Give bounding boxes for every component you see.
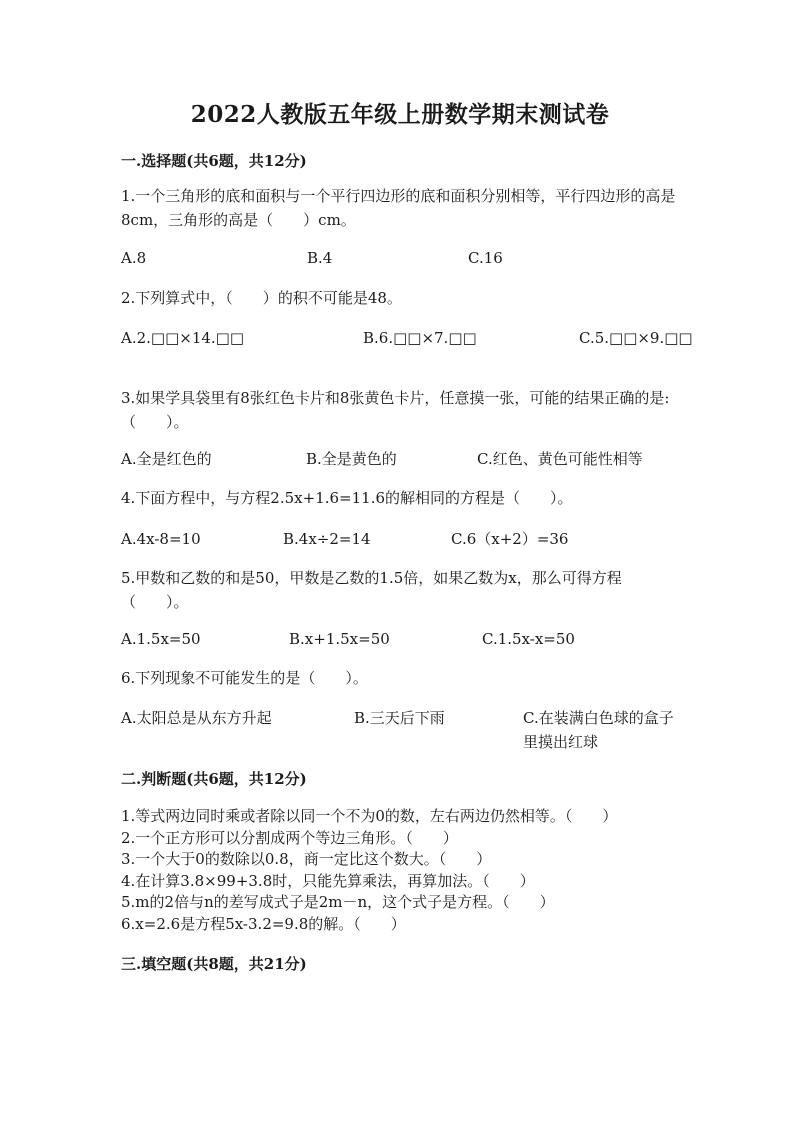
- option-b: B.三天后下雨: [354, 709, 445, 727]
- question-2-options: [121, 326, 693, 374]
- question-5-text: 5.甲数和乙数的和是50，甲数是乙数的1.5倍，如果乙数为x，那么可得方程（ ）。: [121, 569, 622, 611]
- section-heading-judge: 二.判断题(共6题，共12分): [121, 770, 307, 788]
- question-6-text: 6.下列现象不可能发生的是（ ）。: [121, 669, 368, 687]
- option-b: B.全是黄色的: [306, 450, 397, 468]
- option-c: C.1.5x-x=50: [482, 630, 575, 648]
- judge-question: 1.等式两边同时乘或者除以同一个不为0的数，左右两边仍然相等。（ ）: [121, 807, 618, 825]
- question-1-text: 1.一个三角形的底和面积与一个平行四边形的底和面积分别相等，平行四边形的高是8cm，三角形的高是（ ）cm。: [121, 187, 676, 229]
- option-c: C.在装满白色球的盒子里摸出红球: [523, 709, 674, 751]
- option-c: C.5.□□×9.□□: [579, 329, 693, 347]
- option-b: B.6.□□×7.□□: [363, 329, 477, 347]
- option-c: C.6（x+2）=36: [451, 530, 569, 548]
- option-c: C.红色、黄色可能性相等: [477, 450, 643, 468]
- option-a: A.8: [121, 249, 147, 267]
- option-a: A.全是红色的: [121, 450, 212, 468]
- section-heading-fill: 三.填空题(共8题，共21分): [121, 955, 307, 973]
- option-a: A.2.□□×14.□□: [121, 329, 245, 347]
- option-c: C.16: [468, 249, 503, 267]
- option-b: B.x+1.5x=50: [289, 630, 390, 648]
- question-2-text: 2.下列算式中，（ ）的积不可能是48。: [121, 289, 402, 307]
- question-6-options: [121, 706, 681, 754]
- question-3-text: 3.如果学具袋里有8张红色卡片和8张黄色卡片，任意摸一张，可能的结果正确的是:（ ）。: [121, 389, 670, 431]
- judge-question: 5.m的2倍与n的差写成式子是2m－n，这个式子是方程。（ ）: [121, 893, 555, 911]
- page-title: 2022人教版五年级上册数学期末测试卷: [190, 101, 610, 128]
- judge-question-list: [121, 806, 681, 935]
- option-a: A.1.5x=50: [121, 630, 201, 648]
- judge-question: 6.x=2.6是方程5x-3.2=9.8的解。（ ）: [121, 914, 406, 933]
- judge-question: 4.在计算3.8×99+3.8时，只能先算乘法，再算加法。（ ）: [121, 871, 535, 890]
- option-a: A.太阳总是从东方升起: [121, 709, 272, 727]
- option-b: B.4: [307, 249, 333, 267]
- judge-question: 2.一个正方形可以分割成两个等边三角形。（ ）: [121, 828, 458, 847]
- judge-question: 3.一个大于0的数除以0.8，商一定比这个数大。（ ）: [121, 850, 492, 868]
- section-heading-choice: 一.选择题(共6题，共12分): [121, 152, 307, 170]
- option-b: B.4x÷2=14: [283, 530, 371, 548]
- option-a: A.4x-8=10: [121, 530, 201, 548]
- question-4-text: 4.下面方程中，与方程2.5x+1.6=11.6的解相同的方程是（ ）。: [121, 489, 573, 507]
